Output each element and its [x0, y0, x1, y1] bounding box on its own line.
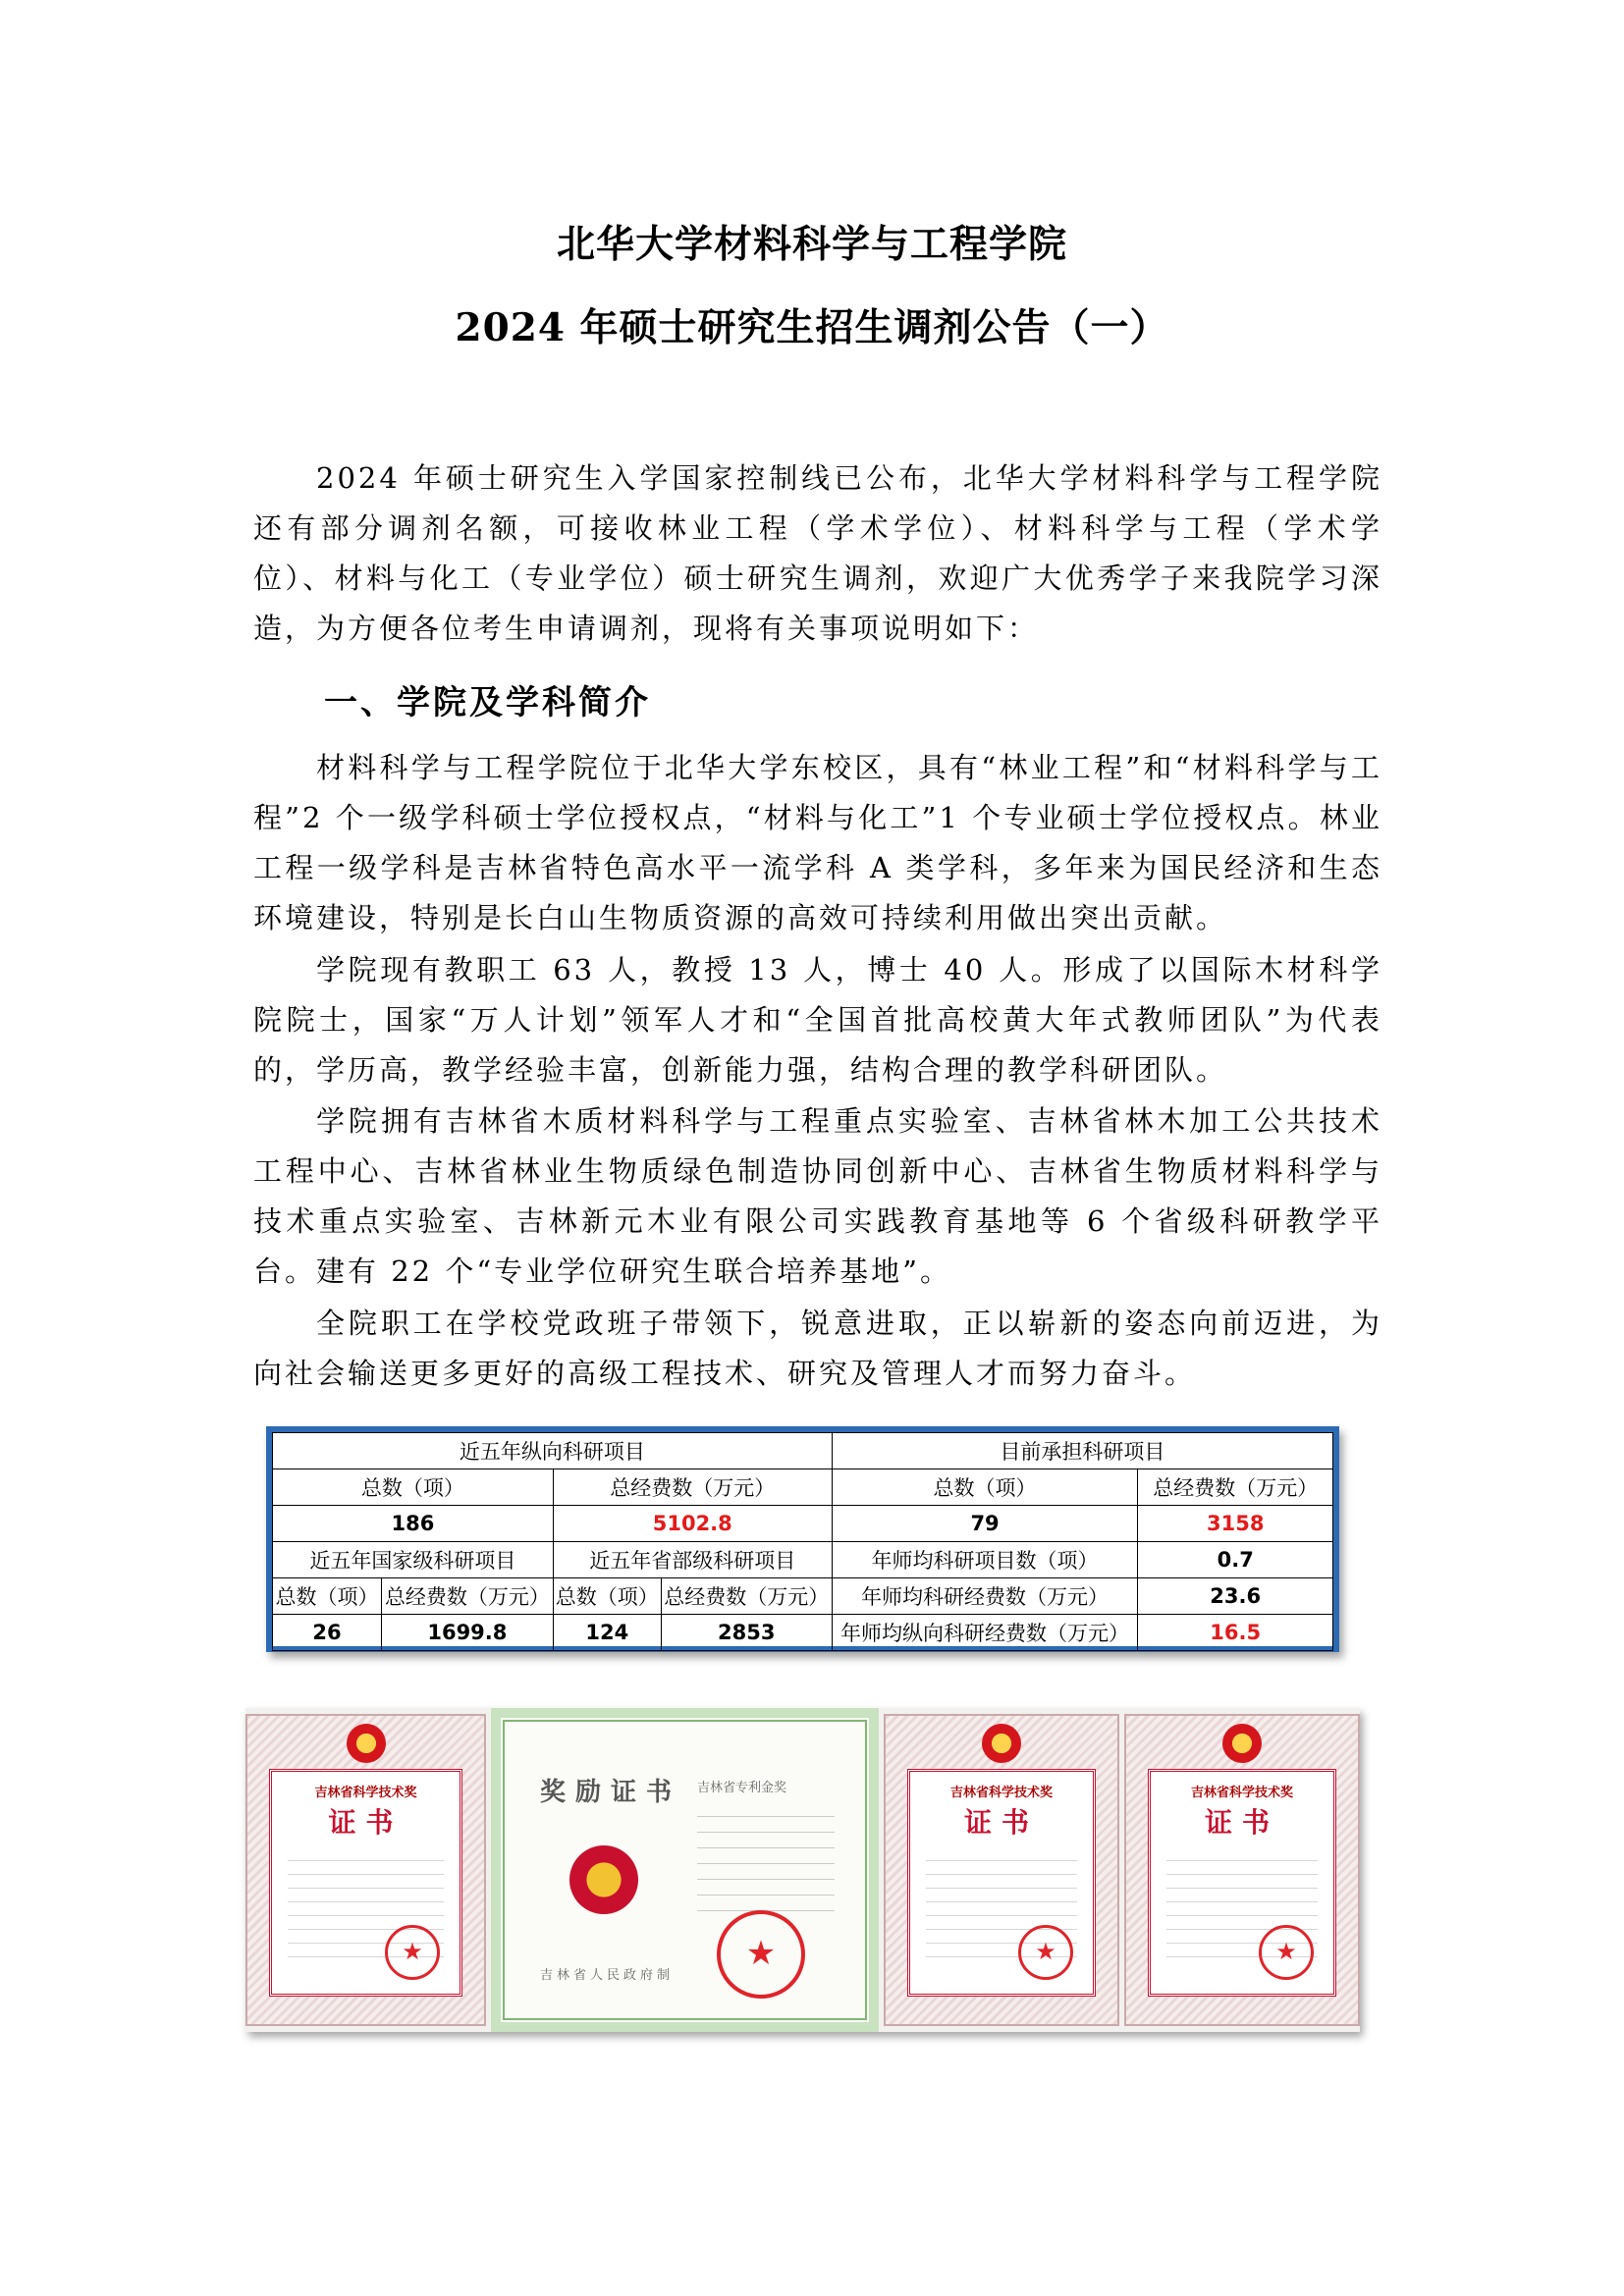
- table-cell: 年师均纵向科研经费数（万元）: [832, 1615, 1138, 1651]
- table-cell: 23.6: [1138, 1578, 1333, 1615]
- award-certificate: [245, 1714, 486, 2026]
- table-cell: 总经费数（万元）: [1138, 1469, 1333, 1506]
- body-paragraph: 学院拥有吉林省木质材料科学与工程重点实验室、吉林省林木加工公共技术工程中心、吉林省林业生物质绿色制造协同创新中心、吉林省生物质材料科学与技术重点实验室、吉林新元木业有限公司实践教育基地等 6 个省级科研教学平台。建有 22 个“专业学位研究生联合培养基地”。: [253, 1104, 1382, 1288]
- certificate-title: 吉林省科学技术奖: [949, 1786, 1053, 1800]
- patent-certificate: [491, 1708, 879, 2032]
- body-paragraph: 材料科学与工程学院位于北华大学东校区，具有“林业工程”和“材料科学与工程”2 个一级学科硕士学位授权点，“材料与化工”1 个专业硕士学位授权点。林业工程一级学科是吉林省特色高水平一流学科 A 类学科，多年来为国民经济和生态环境建设，特别是长白山生物质资源的高效可持续利用做出突出贡献。: [253, 751, 1382, 934]
- certificate-word: 证书: [1204, 1806, 1279, 1839]
- table-cell: 总经费数（万元）: [553, 1469, 832, 1506]
- table-cell: 1699.8: [381, 1615, 553, 1651]
- table-cell: 年师均科研项目数（项）: [832, 1542, 1138, 1578]
- table-cell: 总数（项）: [273, 1469, 554, 1506]
- table-cell: 总数（项）: [832, 1469, 1138, 1506]
- award-certificate: [884, 1714, 1119, 2026]
- table-cell: 年师均科研经费数（万元）: [832, 1578, 1138, 1615]
- page-title: 北华大学材料科学与工程学院: [556, 223, 1067, 267]
- national-emblem-icon: [1222, 1724, 1262, 1763]
- red-seal-icon: [1259, 1925, 1314, 1980]
- certificate-subtitle: 吉林省专利金奖: [697, 1781, 787, 1795]
- table-cell: 近五年省部级科研项目: [553, 1542, 832, 1578]
- table-cell-highlight: 16.5: [1138, 1615, 1333, 1651]
- table-cell: 近五年国家级科研项目: [273, 1542, 554, 1578]
- table-cell: 79: [832, 1506, 1138, 1542]
- red-seal-icon: [385, 1925, 440, 1980]
- table-cell: 总经费数（万元）: [381, 1578, 553, 1615]
- red-seal-icon: [1018, 1925, 1073, 1980]
- intro-paragraph: 2024 年硕士研究生入学国家控制线已公布，北华大学材料科学与工程学院还有部分调剂名额，可接收林业工程（学术学位）、材料科学与工程（学术学位）、材料与化工（专业学位）硕士研究生调剂，欢迎广大优秀学子来我院学习深造，为方便各位考生申请调剂，现将有关事项说明如下：: [253, 461, 1382, 645]
- certificates-image: [245, 1708, 1360, 2032]
- table-header: 近五年纵向科研项目: [273, 1433, 833, 1469]
- table-cell: 186: [273, 1506, 554, 1542]
- table-cell: 总数（项）: [553, 1578, 661, 1615]
- certificate-issuer: 吉林省人民政府制: [540, 1968, 675, 1983]
- certificate-title: 吉林省科学技术奖: [1190, 1786, 1293, 1800]
- certificate-title: 奖励证书: [540, 1778, 682, 1807]
- table-cell: 0.7: [1138, 1542, 1333, 1578]
- certificate-title: 吉林省科学技术奖: [314, 1786, 417, 1800]
- table-cell: 总数（项）: [273, 1578, 382, 1615]
- research-stats-table: [266, 1426, 1339, 1652]
- national-emblem-icon: [347, 1724, 386, 1763]
- page-subtitle: 2024 年硕士研究生招生调剂公告（一）: [455, 305, 1169, 350]
- certificate-word: 证书: [328, 1806, 404, 1839]
- national-emblem-icon: [569, 1845, 638, 1914]
- table-cell: 2853: [661, 1615, 832, 1651]
- table-cell: 26: [273, 1615, 382, 1651]
- table-header: 目前承担科研项目: [832, 1433, 1332, 1469]
- table-cell: 总经费数（万元）: [661, 1578, 832, 1615]
- national-emblem-icon: [982, 1724, 1021, 1763]
- section-heading-college: 一、学院及学科简介: [324, 683, 651, 722]
- body-paragraph: 学院现有教职工 63 人，教授 13 人，博士 40 人。形成了以国际木材科学院院士，国家“万人计划”领军人才和“全国首批高校黄大年式教师团队”为代表的，学历高，教学经验丰富，创新能力强，结构合理的教学科研团队。: [253, 953, 1382, 1087]
- table-cell: 124: [553, 1615, 661, 1651]
- table-cell-highlight: 5102.8: [553, 1506, 832, 1542]
- award-certificate: [1124, 1714, 1360, 2026]
- table-cell-highlight: 3158: [1138, 1506, 1333, 1542]
- red-seal-icon: [717, 1910, 805, 1999]
- certificate-word: 证书: [963, 1806, 1039, 1839]
- body-paragraph: 全院职工在学校党政班子带领下，锐意进取，正以崭新的姿态向前迈进，为向社会输送更多更好的高级工程技术、研究及管理人才而努力奋斗。: [253, 1307, 1382, 1390]
